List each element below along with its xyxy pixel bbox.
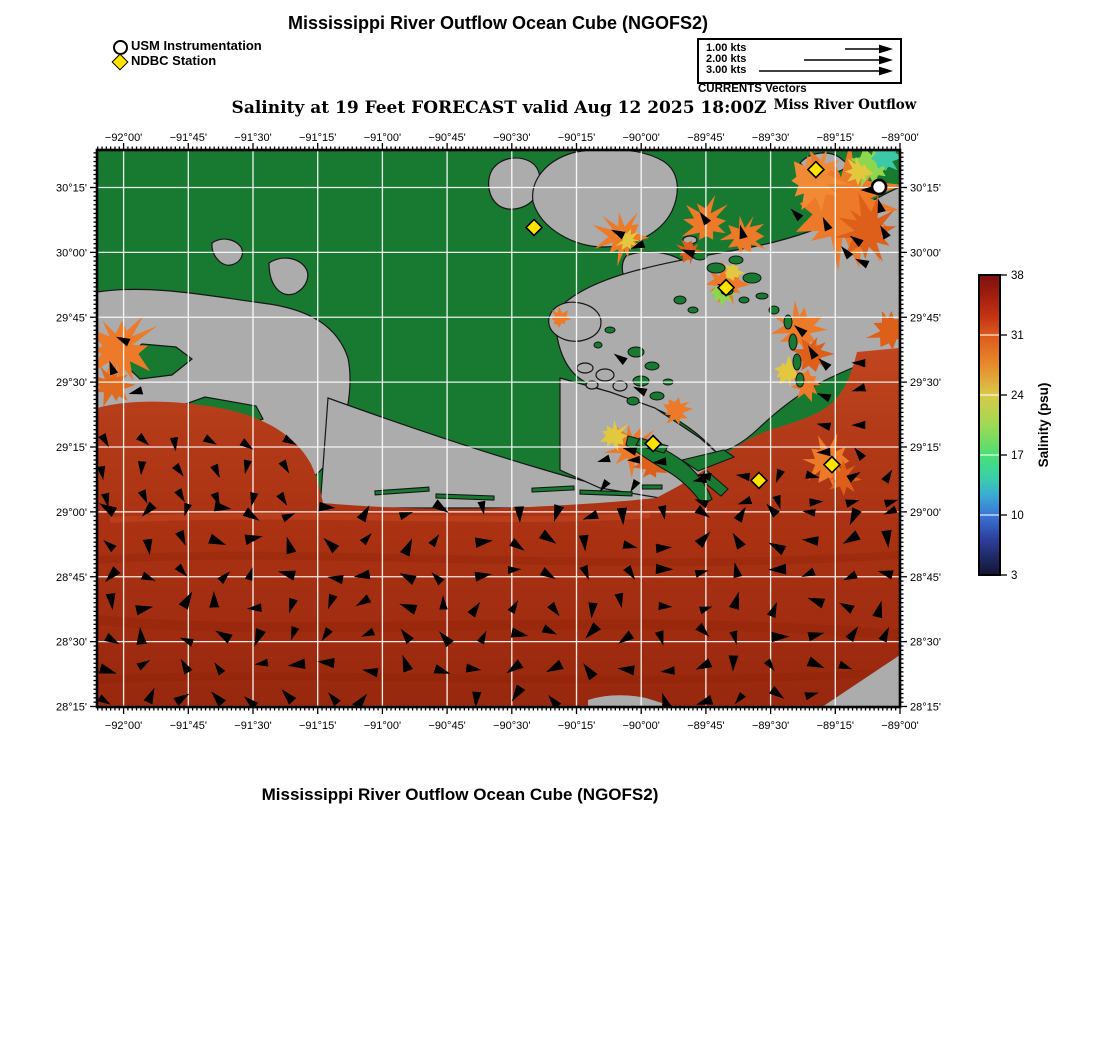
colorbar: [979, 270, 1051, 582]
y-tick-label: 29°30': [56, 377, 87, 390]
x-tick-label: −90°00': [622, 720, 660, 732]
y-tick-label: 28°15': [910, 701, 941, 714]
colorbar-ticks: [1000, 275, 1007, 575]
speck-island: [693, 252, 707, 260]
y-tick-label: 30°15': [56, 182, 87, 195]
speck-island: [739, 297, 749, 303]
colorbar-tick-labels: [1011, 270, 1024, 582]
x-tick-label: −89°00': [881, 720, 919, 732]
x-tick-label: −89°45': [687, 720, 725, 732]
x-tick-label: −90°45': [428, 720, 466, 732]
y-tick-label: 29°45': [56, 312, 87, 325]
x-tick-label: −89°00': [881, 132, 919, 144]
colorbar-tick-label: 31: [1011, 330, 1024, 342]
x-tick-label: −91°15': [298, 132, 337, 144]
speck-island: [743, 273, 761, 283]
x-tick-label: −91°45': [169, 132, 208, 144]
vector-legend-row-1: 1.00 kts: [706, 42, 747, 54]
colorbar-axis-label: Salinity (psu): [1036, 382, 1051, 468]
speck-island: [650, 392, 664, 400]
y-tick-label: 30°15': [910, 182, 941, 195]
speck-island: [645, 362, 659, 370]
x-tick-label: −90°00': [622, 132, 660, 144]
figure-title-top: Mississippi River Outflow Ocean Cube (NGOFS2): [287, 13, 709, 33]
y-tick-label: 28°15': [56, 701, 87, 714]
region-label: Miss River Outflow: [773, 97, 917, 113]
x-tick-label: −89°45': [687, 132, 725, 144]
x-tick-label: −90°30': [493, 720, 531, 732]
x-tick-label: −90°15': [557, 132, 596, 144]
speck-island: [707, 263, 725, 273]
map-canvas: [86, 141, 914, 711]
ndbc-legend-label: NDBC Station: [131, 53, 217, 68]
colorbar-tick-label: 17: [1011, 450, 1024, 462]
x-tick-label: −92°00': [104, 132, 143, 144]
x-tick-label: −90°15': [557, 720, 596, 732]
colorbar-tick-label: 24: [1011, 390, 1024, 402]
speck-island: [688, 307, 698, 313]
x-tick-label: −89°15': [816, 720, 855, 732]
x-tick-label: −89°15': [816, 132, 855, 144]
x-tick-label: −91°00': [363, 132, 402, 144]
colorbar-tick-label: 38: [1011, 270, 1024, 282]
usm-legend-label: USM Instrumentation: [131, 38, 262, 53]
usm-station-marker: [872, 180, 886, 194]
y-tick-label: 28°30': [910, 636, 941, 649]
colorbar-tick-label: 3: [1011, 570, 1018, 582]
colorbar-gradient: [979, 275, 1000, 575]
forecast-subtitle: Salinity at 19 Feet FORECAST valid Aug 12 2025 18:00Z: [231, 98, 767, 118]
speck-island: [756, 293, 768, 299]
vector-legend-row-2: 2.00 kts: [706, 53, 747, 65]
figure-title-bottom: Mississippi River Outflow Ocean Cube (NGOFS2): [261, 785, 659, 804]
x-tick-label: −89°30': [751, 720, 790, 732]
speck-island: [729, 256, 743, 264]
speck-island: [674, 296, 686, 304]
speck-island: [594, 342, 602, 348]
y-tick-label: 30°00': [56, 247, 87, 260]
colorbar-tick-label: 10: [1011, 510, 1024, 522]
y-tick-label: 29°45': [910, 312, 941, 325]
y-tick-label: 30°00': [910, 247, 941, 260]
y-tick-label: 28°30': [56, 636, 87, 649]
x-tick-label: −91°15': [298, 720, 337, 732]
y-tick-label: 29°00': [56, 506, 87, 519]
y-tick-label: 28°45': [910, 571, 941, 584]
speck-island: [793, 354, 801, 370]
currents-vector-caption: CURRENTS Vectors: [698, 83, 807, 95]
x-tick-label: −90°30': [493, 132, 531, 144]
x-tick-label: −91°30': [234, 720, 272, 732]
y-tick-label: 29°15': [56, 442, 87, 454]
y-tick-label: 29°30': [910, 377, 941, 390]
x-tick-label: −89°30': [751, 132, 790, 144]
x-tick-label: −92°00': [104, 720, 143, 732]
y-tick-label: 29°00': [910, 506, 941, 519]
y-tick-label: 29°15': [910, 442, 941, 454]
x-tick-label: −91°00': [363, 720, 402, 732]
speck-island: [789, 334, 797, 350]
x-tick-label: −91°30': [234, 132, 272, 144]
speck-island: [627, 397, 639, 405]
vector-legend-row-3: 3.00 kts: [706, 64, 747, 76]
x-tick-label: −90°45': [428, 132, 466, 144]
y-tick-label: 28°45': [56, 571, 87, 584]
speck-island: [796, 373, 804, 387]
speck-island: [605, 327, 615, 333]
x-tick-label: −91°45': [169, 720, 208, 732]
